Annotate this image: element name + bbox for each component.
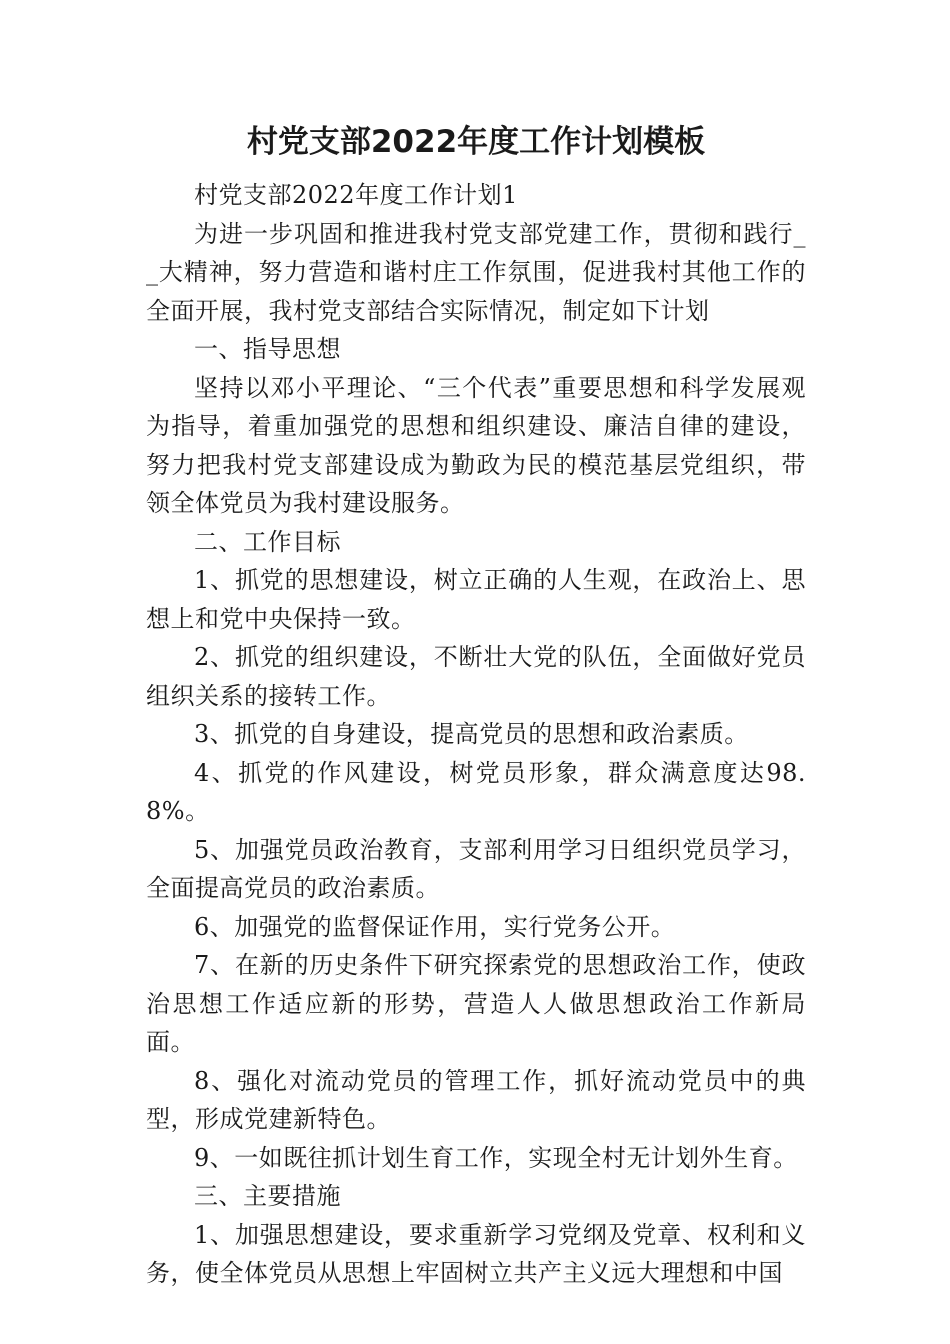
goal-item-3: 3、抓党的自身建设，提高党员的思想和政治素质。: [194, 720, 749, 748]
section-heading-work-goals: 二、工作目标: [194, 527, 341, 556]
goal-item-9: 9、一如既往抓计划生育工作，实现全村无计划外生育。: [194, 1143, 798, 1172]
paragraph-guiding-ideology: 坚持以邓小平理论、“三个代表”重要思想和科学发展观为指导，着重加强党的思想和组织建设、廉洁自律的建设，努力把我村党支部建设成为勤政为民的模范基层党组织，带领全体党员为我村建设服务。: [146, 373, 806, 517]
document-page: [146, 118, 806, 1293]
goal-item-1: 1、抓党的思想建设，树立正确的人生观，在政治上、思想上和党中央保持一致。: [146, 566, 806, 633]
goal-item-2: 2、抓党的组织建设，不断壮大党的队伍，全面做好党员组织关系的接转工作。: [146, 643, 806, 710]
goal-item-5: 5、加强党员政治教育，支部利用学习日组织党员学习，全面提高党员的政治素质。: [146, 835, 806, 902]
goal-item-6: 6、加强党的监督保证作用，实行党务公开。: [194, 912, 676, 941]
goal-item-8: 8、强化对流动党员的管理工作，抓好流动党员中的典型，形成党建新特色。: [146, 1066, 806, 1133]
paragraph-subtitle: 村党支部2022年度工作计划1: [194, 181, 518, 209]
section-heading-guiding-ideology: 一、指导思想: [194, 335, 341, 363]
measure-item-1: 1、加强思想建设，要求重新学习党纲及党章、权利和义务，使全体党员从思想上牢固树立共产主义远大理想和中国: [146, 1220, 806, 1287]
goal-item-4: 4、抓党的作风建设，树党员形象，群众满意度达98.8%。: [146, 758, 806, 825]
paragraph-intro: 为进一步巩固和推进我村党支部党建工作，贯彻和践行__大精神，努力营造和谐村庄工作氛围，促进我村其他工作的全面开展，我村党支部结合实际情况，制定如下计划: [146, 219, 806, 325]
goal-item-7: 7、在新的历史条件下研究探索党的思想政治工作，使政治思想工作适应新的形势，营造人人做思想政治工作新局面。: [146, 951, 806, 1056]
section-heading-main-measures: 三、主要措施: [194, 1182, 341, 1210]
document-title: 村党支部2022年度工作计划模板: [246, 124, 706, 160]
